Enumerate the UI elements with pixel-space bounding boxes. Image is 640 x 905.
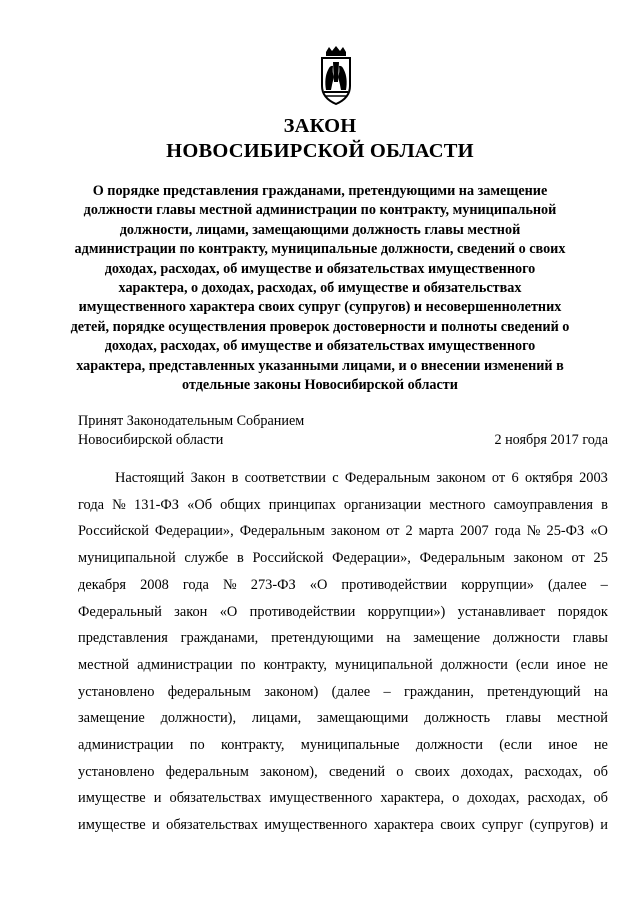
body-word: законом (330, 523, 381, 540)
body-word: от (386, 523, 400, 540)
body-word: иное (556, 656, 586, 673)
body-word: «Об (187, 496, 213, 513)
subject-line: имущественного характера своих супруг (супругов) и несовершеннолетних (78, 299, 562, 316)
law-body-paragraph (78, 465, 608, 839)
body-word: «О (309, 576, 328, 593)
body-word: № (526, 523, 541, 540)
body-word: должность (424, 710, 491, 727)
body-line (78, 572, 608, 599)
body-word: должности), (160, 710, 237, 727)
body-word: «О (219, 603, 238, 620)
body-word: – (600, 576, 608, 593)
body-line (78, 679, 608, 706)
body-word: муниципальной (335, 656, 433, 673)
body-word: гражданами, (180, 630, 259, 647)
body-word: марта (418, 523, 454, 540)
body-word: замещение (413, 630, 481, 647)
subject-line: администрации по контракту, муниципальные должности, сведений о своих (74, 241, 566, 258)
body-word: года (78, 496, 105, 513)
body-word: местной (556, 710, 608, 727)
body-word: на (386, 630, 401, 647)
body-word: федеральным (167, 683, 251, 700)
body-word: своих (440, 817, 476, 834)
body-word: коррупции») (367, 603, 446, 620)
body-word: порядок (557, 603, 608, 620)
body-line (78, 759, 608, 786)
body-word: и (600, 817, 608, 834)
body-word: в (236, 550, 244, 567)
body-line (78, 599, 608, 626)
body-word: о (452, 790, 460, 807)
body-word: № (112, 496, 126, 513)
body-word: общих (220, 496, 261, 513)
subject-line: О порядке представления гражданами, претендующими на замещение (92, 183, 548, 199)
body-line (78, 465, 608, 492)
body-word: доходах, (461, 763, 514, 780)
body-word: Российской (78, 523, 149, 540)
subject-line: отдельные законы Новосибирской области (182, 377, 458, 394)
body-word: 6 (511, 470, 519, 486)
body-line (78, 652, 608, 679)
body-word: иное (548, 737, 578, 754)
body-word: (далее (548, 576, 587, 593)
body-word: Закон (190, 470, 226, 486)
body-word: законом) (264, 683, 319, 700)
body-word: главы (505, 710, 542, 727)
body-word: должности (415, 737, 483, 754)
body-word: администрации (78, 737, 174, 754)
body-word: № (222, 576, 237, 593)
body-word: года (494, 523, 521, 540)
subject-line: характера, представленных указанными лицами, и о внесении изменений в (76, 357, 564, 374)
body-word: с (332, 470, 339, 486)
body-word: (супругов) (529, 817, 594, 834)
body-line (78, 625, 608, 652)
body-word: Федеральным (239, 523, 325, 540)
body-word: Федеральный (78, 603, 162, 620)
adoption-line (78, 431, 608, 450)
body-word: Федерации», (332, 550, 411, 567)
body-word: супруг (481, 817, 523, 834)
body-word: претендующими (271, 630, 374, 647)
subject-line: должности, лицами, замещающими должность главы местной (119, 221, 521, 238)
body-word: принципах (268, 496, 336, 513)
body-word: о (396, 763, 404, 780)
body-word: должности (492, 630, 560, 647)
adopted-by-text: Принят Законодательным Собранием (78, 413, 305, 429)
subject-line: должности главы местной администрации по контракту, муниципальной (83, 202, 557, 219)
body-word: по (240, 656, 256, 673)
body-word: имущественного (269, 790, 373, 807)
body-word: 2 (405, 523, 413, 540)
body-word: Федеральным (344, 470, 431, 486)
body-word: и (152, 817, 160, 834)
body-word: законом (436, 470, 486, 486)
body-word: октября (524, 470, 573, 486)
body-word: – (383, 683, 391, 700)
body-word: сведений (328, 763, 386, 780)
body-word: устанавливает (457, 603, 546, 620)
subject-line: доходах, расходах, об имуществе и обязательствах имущественного (104, 260, 536, 277)
body-word: 2008 (140, 576, 169, 593)
body-word: федеральным (165, 763, 249, 780)
body-word: противодействии (249, 603, 356, 620)
body-word: муниципальной (78, 550, 176, 567)
body-word: замещающими (317, 710, 409, 727)
body-word: 273-ФЗ (250, 576, 296, 593)
body-word: Российской (252, 550, 324, 567)
body-word: 2007 (459, 523, 489, 540)
body-word: (если (499, 737, 533, 754)
adoption-date: 2 ноября 2017 года (494, 432, 608, 449)
body-word: от (571, 550, 585, 567)
body-word: об (593, 790, 608, 807)
body-word: (если (515, 656, 549, 673)
body-word: контракту, (263, 656, 328, 673)
body-word: должности (440, 656, 508, 673)
body-word: в (601, 496, 608, 513)
body-word: своих (414, 763, 450, 780)
body-line (78, 732, 608, 759)
body-word: расходах, (524, 763, 583, 780)
body-word: соответствии (244, 470, 326, 486)
body-word: на (593, 683, 608, 700)
body-word: характера (373, 817, 434, 834)
body-word: от (491, 470, 506, 486)
body-word: имущественного (264, 817, 368, 834)
body-word: коррупции» (461, 576, 534, 593)
body-word: 25-ФЗ (546, 523, 585, 540)
subject-line: детей, порядке осуществления проверок достоверности и полноты сведений о (70, 318, 570, 335)
body-word: установлено (78, 763, 155, 780)
body-word: Федеральным (419, 550, 505, 567)
body-line (78, 705, 608, 732)
body-word: не (593, 656, 608, 673)
body-word: имуществе (78, 790, 146, 807)
body-word: (далее (331, 683, 371, 700)
body-word: характера, (380, 790, 445, 807)
body-word: местного (429, 496, 486, 513)
body-word: расходах, (527, 790, 586, 807)
body-word: организации (343, 496, 422, 513)
body-word: администрации (137, 656, 233, 673)
adoption-line (78, 412, 608, 431)
body-line (78, 492, 608, 519)
body-word: 25 (593, 550, 608, 567)
body-word: обязательствах (169, 790, 262, 807)
body-word: Настоящий (115, 470, 185, 486)
body-word: об (593, 763, 608, 780)
body-line (78, 812, 608, 839)
body-word: замещение (78, 710, 145, 727)
body-word: главы (572, 630, 608, 647)
body-line (78, 518, 608, 545)
body-word: законом (513, 550, 563, 567)
body-word: представления (78, 630, 168, 647)
body-word: доходах, (467, 790, 520, 807)
subject-line: доходах, расходах, об имуществе и обязательствах имущественного (104, 338, 536, 355)
subject-line: характера, о доходах, расходах, об имуществе и обязательствах (118, 280, 522, 297)
body-word: лицами, (251, 710, 302, 727)
body-word: претендующий (487, 683, 581, 700)
body-word: самоуправления (493, 496, 593, 513)
body-word: не (593, 737, 608, 754)
adopted-body-text: Новосибирской области (78, 432, 224, 449)
body-word: декабря (78, 576, 127, 593)
body-word: 2003 (579, 470, 608, 486)
body-word: обязательствах (166, 817, 258, 834)
body-word: Федерации», (154, 523, 234, 540)
body-word: по (189, 737, 205, 754)
body-word: 131-ФЗ (134, 496, 179, 513)
body-line (78, 785, 608, 812)
body-word: «О (590, 523, 608, 540)
law-title: ЗАКОН (283, 115, 357, 137)
coat-of-arms-emblem (312, 46, 360, 106)
law-subject-heading (0, 182, 640, 395)
body-word: местной (78, 656, 130, 673)
body-word: службе (184, 550, 229, 567)
body-word: муниципальные (300, 737, 400, 754)
body-word: законом), (260, 763, 318, 780)
body-word: и (153, 790, 162, 807)
body-word: установлено (78, 683, 155, 700)
body-word: противодействии (341, 576, 448, 593)
body-line (78, 545, 608, 572)
law-region-title: НОВОСИБИРСКОЙ ОБЛАСТИ (166, 140, 474, 162)
body-word: гражданин, (404, 683, 474, 700)
body-word: закон (174, 603, 208, 620)
body-word: контракту, (220, 737, 285, 754)
body-word: в (231, 470, 239, 486)
adoption-block (78, 412, 608, 450)
body-word: года (182, 576, 209, 593)
body-word: имуществе (78, 817, 146, 834)
